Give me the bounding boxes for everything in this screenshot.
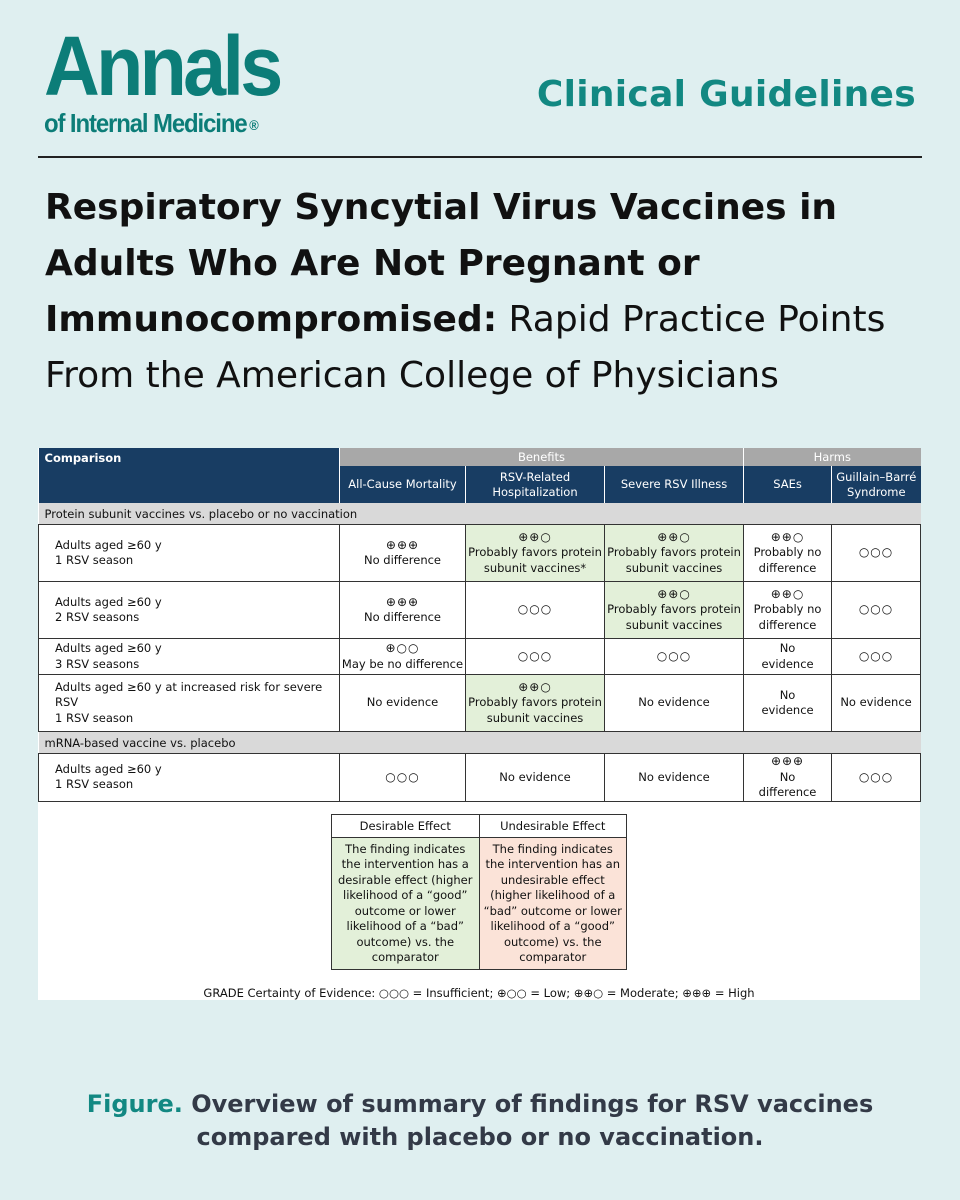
finding-cell <box>832 525 921 582</box>
finding-text: No evidence <box>638 695 710 710</box>
finding-text: May be no difference <box>341 656 464 671</box>
table-row <box>39 582 921 639</box>
figure-caption <box>60 1088 900 1154</box>
row-population: Adults aged ≥60 y <box>55 641 162 655</box>
finding-cell <box>832 754 921 802</box>
grade-certainty-note: GRADE Certainty of Evidence: ○○○ = Insufficient; ⊕○○ = Low; ⊕⊕○ = Moderate; ⊕⊕⊕ = High <box>203 986 755 1000</box>
finding-text: No difference <box>758 769 817 799</box>
certainty-rating: ○○○ <box>858 769 894 784</box>
article-title <box>45 180 940 404</box>
certainty-rating: ○○○ <box>858 648 894 663</box>
caption-lead: Figure. <box>86 1090 183 1118</box>
finding-cell <box>466 525 605 582</box>
summary-figure <box>38 448 920 1000</box>
certainty-rating: ⊕⊕⊕ <box>770 754 805 768</box>
finding-cell <box>466 582 605 639</box>
finding-cell <box>340 639 466 675</box>
row-label <box>39 675 340 732</box>
finding-text: No evidence <box>840 695 912 710</box>
finding-cell <box>744 639 832 675</box>
row-population: Adults aged ≥60 y <box>55 537 162 552</box>
certainty-rating: ⊕⊕○ <box>657 586 691 601</box>
finding-text: No evidence <box>761 687 814 717</box>
certainty-rating: ⊕⊕○ <box>518 529 552 544</box>
finding-cell <box>832 675 921 732</box>
benefits-header: Benefits <box>340 448 744 466</box>
finding-cell <box>605 525 744 582</box>
journal-logo <box>44 19 304 139</box>
finding-text: No evidence <box>499 769 571 784</box>
finding-text: No evidence <box>761 641 814 671</box>
certainty-rating: ⊕⊕○ <box>770 586 805 601</box>
logo-subtitle <box>44 108 259 140</box>
table-row <box>39 675 921 732</box>
finding-cell <box>605 639 744 675</box>
harms-header: Harms <box>744 448 921 466</box>
row-population: Adults aged ≥60 y <box>55 761 162 776</box>
table-row <box>39 639 921 675</box>
finding-text: No difference <box>363 553 442 567</box>
finding-text: No difference <box>363 610 442 624</box>
row-population: Adults aged ≥60 y <box>55 594 162 609</box>
finding-cell <box>744 525 832 582</box>
finding-cell <box>744 675 832 732</box>
finding-text: Probably favors protein subunit vaccines <box>468 695 602 725</box>
certainty-rating: ⊕⊕○ <box>657 529 691 544</box>
legend-undesirable-header: Undesirable Effect <box>479 815 627 838</box>
finding-text: No evidence <box>638 769 710 784</box>
article-title-bold: Respiratory Syncytial Virus Vaccines in Adults Who Are Not Pregnant or Immunocompromised: <box>45 187 838 340</box>
column-header-gbs: Guillain–Barré Syndrome <box>832 466 921 503</box>
finding-cell <box>466 675 605 732</box>
row-label <box>39 525 340 582</box>
certainty-rating: ○○○ <box>858 602 894 617</box>
legend-desirable-header: Desirable Effect <box>332 815 480 838</box>
article-title-rest: Rapid Practice Points From the American College of Physicians <box>45 299 886 396</box>
finding-cell <box>466 754 605 802</box>
column-header-mortality: All-Cause Mortality <box>340 466 466 503</box>
row-duration: 1 RSV season <box>55 710 134 725</box>
section-label: Clinical Guidelines <box>536 74 916 115</box>
section-title: mRNA-based vaccine vs. placebo <box>39 732 921 754</box>
certainty-rating: ○○○ <box>385 769 420 784</box>
finding-cell <box>744 582 832 639</box>
legend-undesirable-text: The finding indicates the intervention has an undesirable effect (higher likelihood of a “bad” outcome or lower likelihood of a “good” outcome) vs. the comparator <box>479 838 627 970</box>
certainty-rating: ⊕⊕○ <box>518 679 552 694</box>
finding-text: Probably favors protein subunit vaccines* <box>468 545 602 575</box>
certainty-rating: ⊕⊕⊕ <box>385 594 420 609</box>
logo-wordmark: Annals <box>44 19 280 113</box>
row-duration: 3 RSV seasons <box>55 656 140 671</box>
table-row <box>39 754 921 802</box>
finding-cell <box>605 582 744 639</box>
finding-cell <box>466 639 605 675</box>
finding-cell <box>340 675 466 732</box>
column-header-hospitalization: RSV-Related Hospitalization <box>466 466 605 503</box>
finding-text: Probably favors protein subunit vaccines <box>607 602 741 632</box>
row-duration: 1 RSV season <box>55 553 134 567</box>
finding-cell <box>605 754 744 802</box>
finding-cell <box>744 754 832 802</box>
caption-text: Overview of summary of findings for RSV vaccines compared with placebo or no vaccination. <box>182 1090 874 1151</box>
column-header-severe-illness: Severe RSV Illness <box>605 466 744 503</box>
column-header-saes: SAEs <box>744 466 832 503</box>
finding-cell <box>605 675 744 732</box>
row-label <box>39 582 340 639</box>
finding-text: No evidence <box>366 695 439 710</box>
certainty-rating: ⊕⊕○ <box>770 529 805 544</box>
finding-cell <box>340 754 466 802</box>
effect-legend <box>331 814 627 970</box>
certainty-rating: ○○○ <box>656 648 692 663</box>
finding-cell <box>340 582 466 639</box>
summary-of-findings-table <box>38 448 921 802</box>
table-section-header <box>39 732 921 754</box>
section-title: Protein subunit vaccines vs. placebo or no vaccination <box>39 503 921 525</box>
finding-cell <box>340 525 466 582</box>
comparison-header: Comparison <box>39 448 340 503</box>
table-section-header <box>39 503 921 525</box>
certainty-rating: ○○○ <box>517 648 553 663</box>
row-duration: 1 RSV season <box>55 777 134 792</box>
finding-text: Probably favors protein subunit vaccines <box>607 545 741 575</box>
finding-text: Probably no difference <box>753 602 822 632</box>
logo-subtitle-text: of Internal Medicine <box>44 108 247 138</box>
row-label <box>39 639 340 675</box>
certainty-rating: ○○○ <box>517 602 553 617</box>
finding-cell <box>832 639 921 675</box>
row-duration: 2 RSV seasons <box>55 610 140 624</box>
finding-cell <box>832 582 921 639</box>
table-row <box>39 525 921 582</box>
legend-desirable-text: The finding indicates the intervention has a desirable effect (higher likelihood of a “good” outcome or lower likelihood of a “bad” outcome) vs. the comparator <box>332 838 480 970</box>
certainty-rating: ⊕○○ <box>385 641 420 655</box>
certainty-rating: ⊕⊕⊕ <box>385 537 420 552</box>
certainty-rating: ○○○ <box>858 545 894 560</box>
row-label <box>39 754 340 802</box>
finding-text: Probably no difference <box>753 545 822 575</box>
header-divider <box>38 156 922 158</box>
row-population: Adults aged ≥60 y at increased risk for severe RSV <box>55 679 323 710</box>
registered-mark: ® <box>249 117 259 134</box>
